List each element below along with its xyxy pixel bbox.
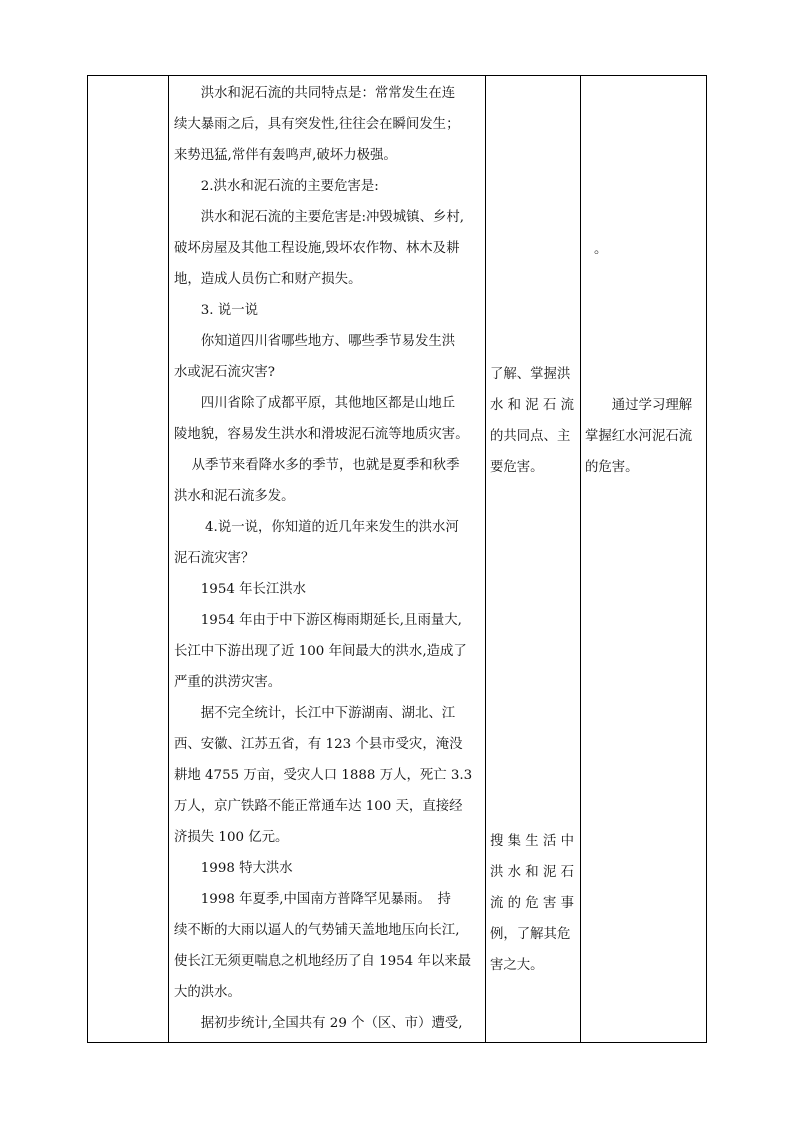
content-line: 泥石流灾害？: [174, 551, 255, 566]
content-line: 西、安徽、江苏五省，有 123 个县市受灾，淹没: [174, 737, 463, 752]
activity-column: [485, 76, 580, 1042]
content-line: 破坏房屋及其他工程设施,毁坏农作物、林木及耕: [174, 241, 460, 256]
content-line: 洪水和泥石流多发。: [174, 489, 295, 504]
content-line: 严重的洪涝灾害。: [174, 675, 282, 690]
activity-line: 流 的 危 害 事: [490, 896, 574, 911]
activity-line: 的共同点、主: [490, 429, 571, 444]
intent-line: 掌握红水河泥石流: [585, 429, 693, 444]
content-column: [168, 76, 485, 1042]
content-line: 1954 年长江洪水: [174, 582, 307, 597]
content-line: 洪水和泥石流的共同特点是：常常发生在连: [174, 86, 456, 101]
content-line: 从季节来看降水多的季节，也就是夏季和秋季: [174, 458, 460, 473]
content-line: 1998 特大洪水: [174, 861, 293, 876]
intent-line: 通过学习理解: [585, 398, 693, 413]
intent-line: 的危害。: [585, 460, 639, 475]
content-line: 4.说一说，你知道的近几年来发生的洪水河: [174, 520, 459, 535]
content-line: 万人，京广铁路不能正常通车达 100 天，直接经: [174, 799, 463, 814]
content-line: 洪水和泥石流的主要危害是:冲毁城镇、乡村,: [174, 210, 464, 225]
content-line: 长江中下游出现了近 100 年间最大的洪水,造成了: [174, 644, 467, 659]
content-line: 你知道四川省哪些地方、哪些季节易发生洪: [174, 334, 456, 349]
content-line: 1998 年夏季,中国南方普降罕见暴雨。 持: [174, 892, 451, 907]
activity-line: 洪 水 和 泥 石: [490, 865, 574, 880]
content-line: 2.洪水和泥石流的主要危害是:: [174, 179, 379, 194]
content-line: 济损失 100 亿元。: [174, 830, 289, 845]
content-line: 据初步统计,全国共有 29 个（区、市）遭受,: [174, 1016, 463, 1031]
content-line: 据不完全统计，长江中下游湖南、湖北、江: [174, 706, 456, 721]
activity-line: 例，了解其危: [490, 927, 571, 942]
content-line: 四川省除了成都平原，其他地区都是山地丘: [174, 396, 456, 411]
activity-line: 了解、掌握洪: [490, 367, 571, 382]
content-line: 续大暴雨之后，具有突发性,往往会在瞬间发生；: [174, 117, 460, 132]
activity-line: 害之大。: [490, 958, 544, 973]
content-line: 耕地 4755 万亩，受灾人口 1888 万人，死亡 3.3: [174, 768, 473, 783]
content-line: 大的洪水。: [174, 985, 241, 1000]
content-line: 3. 说一说: [174, 303, 258, 318]
content-line: 1954 年由于中下游区梅雨期延长,且雨量大,: [174, 613, 462, 628]
activity-line: 要危害。: [490, 460, 544, 475]
content-line: 地，造成人员伤亡和财产损失。: [174, 272, 362, 287]
content-line: 续不断的大雨以逼人的气势铺天盖地地压向长江,: [174, 923, 460, 938]
intent-dot: 。: [594, 242, 608, 257]
content-line: 水或泥石流灾害?: [174, 365, 275, 380]
lesson-table: [87, 75, 707, 1043]
activity-line: 搜 集 生 活 中: [490, 834, 574, 849]
content-line: 来势迅猛,常伴有轰鸣声,破坏力极强。: [174, 148, 397, 163]
intent-column: [580, 76, 708, 1042]
content-line: 使长江无须更喘息之机地经历了自 1954 年以来最: [174, 954, 472, 969]
activity-line: 水 和 泥 石 流: [490, 398, 574, 413]
content-line: 陵地貌，容易发生洪水和滑坡泥石流等地质灾害。: [174, 427, 469, 442]
